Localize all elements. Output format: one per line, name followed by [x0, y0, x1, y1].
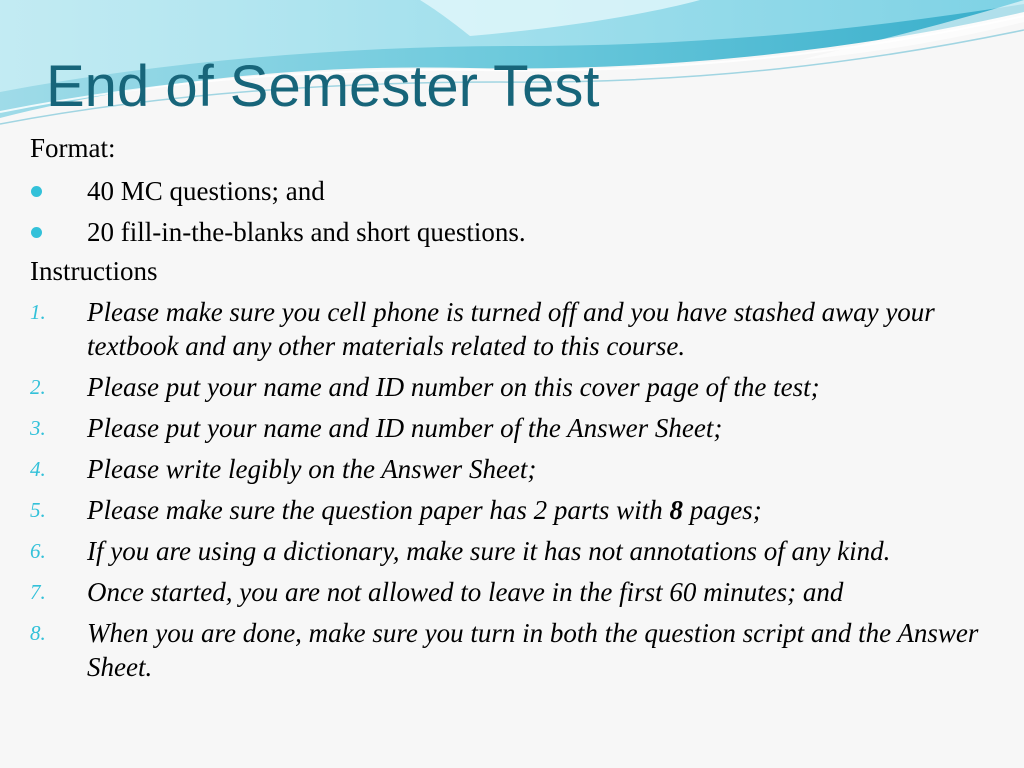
- instruction-item: [30, 411, 990, 445]
- instruction-text: Please put your name and ID number on this cover page of the test;: [87, 372, 820, 402]
- instruction-text: When you are done, make sure you turn in both the question script and the Answer Sheet.: [87, 618, 979, 682]
- instruction-text-end: pages;: [682, 495, 762, 525]
- instruction-number: 3.: [30, 416, 46, 440]
- instruction-number: 6.: [30, 539, 46, 563]
- instruction-item: [30, 370, 990, 404]
- instruction-number: 5.: [30, 498, 46, 522]
- page-title: End of Semester Test: [46, 54, 600, 119]
- instruction-item: [30, 452, 990, 486]
- format-item: [30, 215, 990, 249]
- instruction-item: [30, 575, 990, 609]
- page-count-emphasis: 8: [669, 495, 683, 525]
- bullet-icon: [31, 227, 42, 238]
- instruction-text: Please put your name and ID number of the Answer Sheet;: [87, 413, 723, 443]
- instruction-number: 1.: [30, 300, 46, 324]
- format-item-text: 20 fill-in-the-blanks and short questions.: [87, 217, 526, 247]
- instructions-heading: Instructions: [30, 256, 158, 286]
- instruction-text: Please write legibly on the Answer Sheet;: [87, 454, 537, 484]
- instruction-text: Once started, you are not allowed to leave in the first 60 minutes; and: [87, 577, 844, 607]
- instruction-item: [30, 493, 990, 527]
- slide-body: [30, 129, 990, 684]
- instruction-number: 7.: [30, 580, 46, 604]
- instructions-list: [30, 295, 990, 684]
- instruction-text: If you are using a dictionary, make sure it has not annotations of any kind.: [87, 536, 891, 566]
- instruction-number: 2.: [30, 375, 46, 399]
- format-item: [30, 174, 990, 208]
- format-list: [30, 174, 990, 249]
- instruction-text: Please make sure you cell phone is turned off and you have stashed away your textbook and any other materials related to this course.: [87, 297, 935, 361]
- instruction-number: 4.: [30, 457, 46, 481]
- instruction-item: [30, 534, 990, 568]
- bullet-icon: [31, 186, 42, 197]
- instruction-text-start: Please make sure the question paper has 2 parts with: [87, 495, 670, 525]
- instruction-item: [30, 616, 990, 684]
- instruction-number: 8.: [30, 621, 46, 645]
- instruction-item: [30, 295, 990, 363]
- format-heading: Format:: [30, 133, 116, 163]
- format-item-text: 40 MC questions; and: [87, 176, 325, 206]
